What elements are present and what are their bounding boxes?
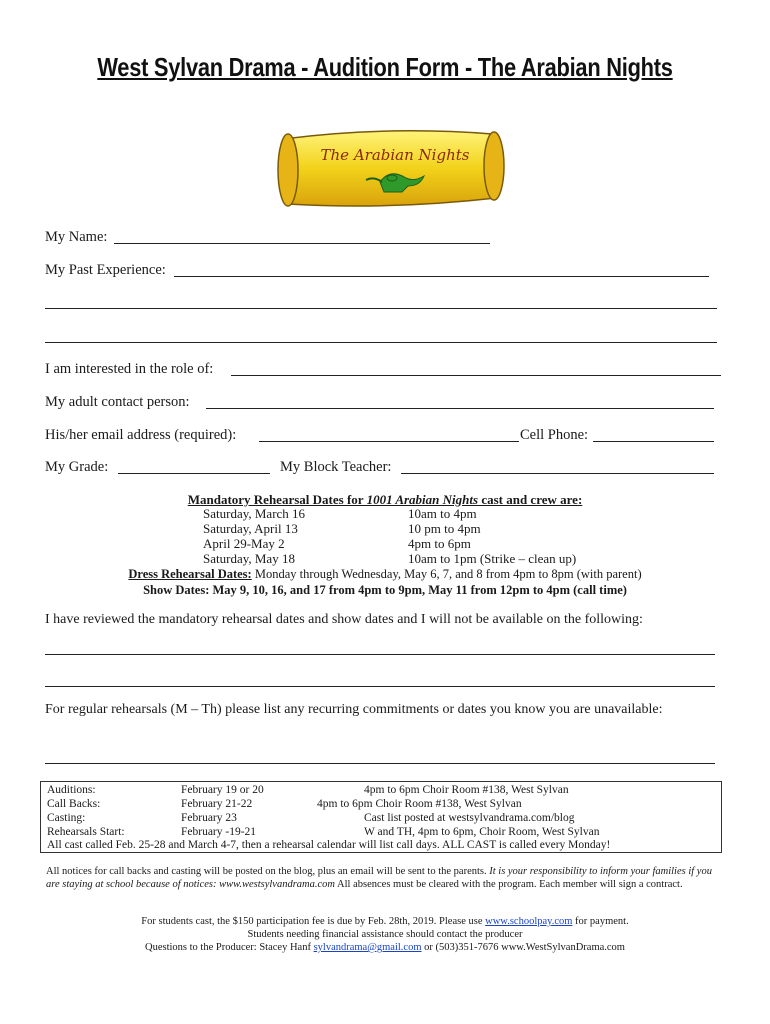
- cell-phone-label: Cell Phone:: [520, 427, 589, 443]
- grade-field[interactable]: [118, 473, 270, 474]
- past-experience-label: My Past Experience:: [45, 262, 166, 278]
- rehearsal-date: Saturday, March 16: [203, 506, 306, 521]
- review-statement: I have reviewed the mandatory rehearsal dates and show dates and I will not be available on the following:: [45, 612, 643, 627]
- schedule-date: February -19-21: [181, 826, 257, 838]
- audition-schedule: [40, 781, 722, 853]
- block-teacher-label: My Block Teacher:: [280, 459, 392, 475]
- logo-text: The Arabian Nights: [320, 146, 470, 164]
- rehearsal-time: 10 pm to 4pm: [408, 521, 481, 536]
- schedule-date: February 19 or 20: [181, 784, 264, 796]
- schedule-label: Auditions:: [47, 784, 96, 796]
- role-field[interactable]: [231, 375, 721, 376]
- rehearsal-time: 10am to 1pm (Strike – clean up): [408, 551, 577, 566]
- adult-contact-field[interactable]: [206, 408, 714, 409]
- unavailable-line-2[interactable]: [45, 686, 715, 687]
- notice-paragraph: All notices for call backs and casting will be posted on the blog, plus an email will be sent to the parents. It is your responsibility to inform your families if you are staying at school because of notices: www.westsylvandrama.com All absences must be cleared with the program. Each member will sign a contract.: [46, 866, 712, 890]
- adult-contact-label: My adult contact person:: [45, 394, 190, 410]
- rehearsal-heading: Mandatory Rehearsal Dates for 1001 Arabian Nights cast and crew are:: [187, 492, 583, 507]
- email-field[interactable]: [259, 441, 519, 442]
- producer-email-link[interactable]: sylvandrama@gmail.com: [313, 942, 422, 953]
- cell-phone-field[interactable]: [593, 441, 714, 442]
- show-dates: Show Dates: May 9, 10, 16, and 17 from 4pm to 9pm, May 11 from 12pm to 4pm (call time): [143, 583, 627, 597]
- regular-rehearsals-statement: For regular rehearsals (M – Th) please list any recurring commitments or dates you know you are unavailable:: [45, 702, 663, 717]
- past-experience-line-2[interactable]: [45, 308, 717, 309]
- schedule-detail: Cast list posted at westsylvandrama.com/blog: [364, 812, 575, 824]
- block-teacher-field[interactable]: [401, 473, 714, 474]
- schedule-label: Call Backs:: [47, 798, 101, 810]
- scroll-icon: [270, 120, 510, 216]
- producer-contact-line: Questions to the Producer: Stacey Hanf sylvandrama@gmail.com or (503)351-7676 www.WestSylvanDrama.com: [145, 942, 625, 953]
- past-experience-line-3[interactable]: [45, 342, 717, 343]
- rehearsal-time: 10am to 4pm: [408, 506, 477, 521]
- name-label: My Name:: [45, 229, 108, 245]
- past-experience-field[interactable]: [174, 276, 709, 277]
- email-label: His/her email address (required):: [45, 427, 237, 443]
- rehearsal-date: Saturday, April 13: [203, 521, 298, 536]
- schedule-footer: All cast called Feb. 25-28 and March 4-7, then a rehearsal calendar will list call days. ALL CAST is called every Monday!: [47, 839, 611, 851]
- name-field[interactable]: [114, 243, 490, 244]
- schedule-date: February 21-22: [181, 798, 253, 810]
- schedule-detail: W and TH, 4pm to 6pm, Choir Room, West Sylvan: [364, 826, 600, 838]
- page-title: West Sylvan Drama - Audition Form - The Arabian Nights: [97, 52, 673, 82]
- role-label: I am interested in the role of:: [45, 361, 214, 377]
- regular-rehearsals-line[interactable]: [45, 763, 715, 764]
- schedule-detail: 4pm to 6pm Choir Room #138, West Sylvan: [364, 784, 569, 796]
- unavailable-line-1[interactable]: [45, 654, 715, 655]
- financial-assistance-line: Students needing financial assistance should contact the producer: [247, 929, 523, 940]
- schedule-detail: 4pm to 6pm Choir Room #138, West Sylvan: [317, 798, 522, 810]
- fee-line: For students cast, the $150 participation fee is due by Feb. 28th, 2019. Please use www.schoolpay.com for payment.: [141, 916, 629, 927]
- schedule-label: Casting:: [47, 812, 86, 824]
- show-title: 1001 Arabian Nights: [366, 492, 479, 507]
- schoolpay-link[interactable]: www.schoolpay.com: [485, 916, 573, 927]
- schedule-label: Rehearsals Start:: [47, 826, 125, 838]
- schedule-date: February 23: [181, 812, 237, 824]
- arabian-nights-logo: [270, 120, 510, 221]
- dress-rehearsal-dates: Dress Rehearsal Dates: Monday through Wednesday, May 6, 7, and 8 from 4pm to 8pm (with parent): [128, 567, 642, 581]
- rehearsal-date: April 29-May 2: [203, 536, 285, 551]
- fee-info: [0, 915, 770, 954]
- grade-label: My Grade:: [45, 459, 109, 475]
- rehearsal-time: 4pm to 6pm: [408, 536, 471, 551]
- rehearsal-date: Saturday, May 18: [203, 551, 295, 566]
